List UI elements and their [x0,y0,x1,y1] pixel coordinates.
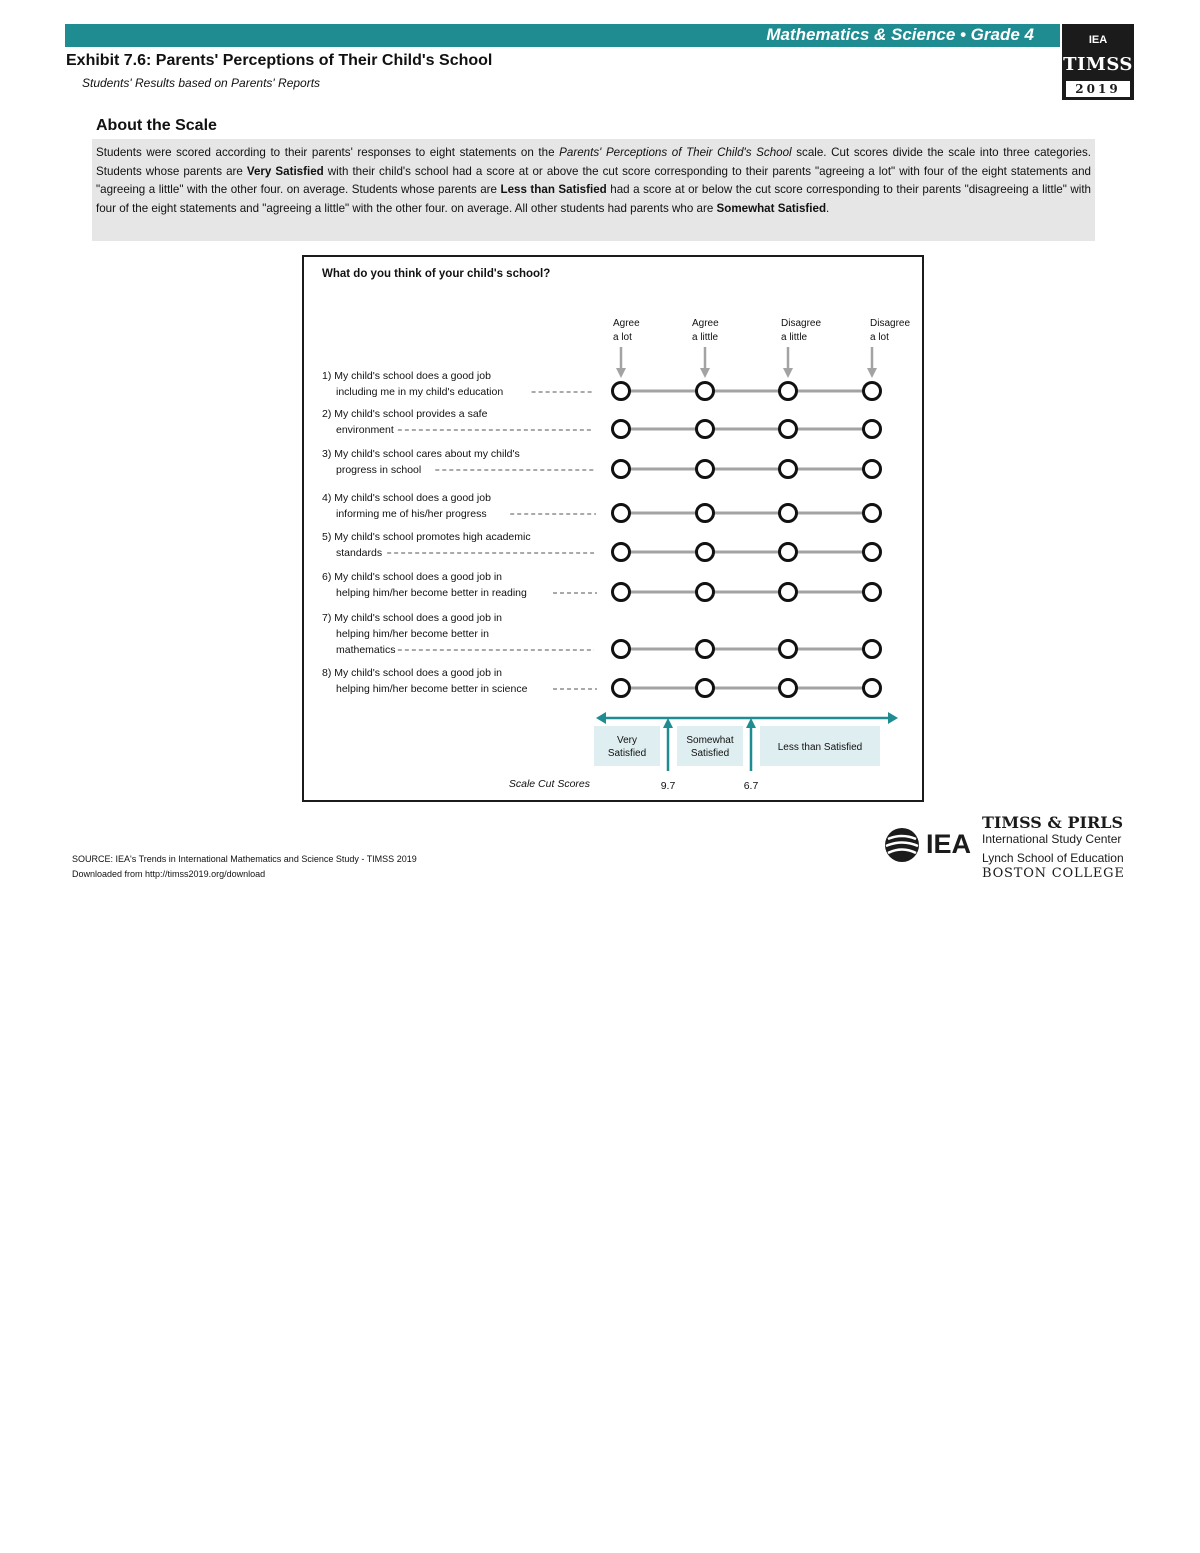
category-box-very [594,726,660,766]
statement-text-line: 1) My child's school does a good job [322,370,491,382]
download-line: Downloaded from http://timss2019.org/download [72,869,266,879]
isc-name: International Study Center [982,832,1122,846]
category-somewhat-line1: Somewhat [686,735,734,746]
response-circle [780,383,797,400]
option-arrow-head [867,368,877,378]
source-line: SOURCE: IEA's Trends in International Mathematics and Science Study - TIMSS 2019 [72,854,417,864]
statement-text-line: 8) My child's school does a good job in [322,667,503,679]
source-note [72,852,417,882]
category-very-line2: Satisfied [607,748,647,759]
statement-text-line: 5) My child's school promotes high academic [322,531,531,543]
response-circle [697,584,714,601]
isc-footer-logo [884,813,1129,885]
response-circle [864,421,881,438]
response-circle [613,641,630,658]
subject-grade-label: Mathematics & Science • Grade 4 [766,25,1034,44]
option-arrow-head [700,368,710,378]
cut-score-arrow-head [663,718,673,728]
cut-score-arrow-head [746,718,756,728]
response-circle [780,461,797,478]
response-circle [697,461,714,478]
statement-text-line: 6) My child's school does a good job in [322,571,503,583]
response-circle [697,505,714,522]
statement-text-line: helping him/her become better in reading [336,587,527,599]
option-label-line1: Disagree [781,318,822,329]
response-circle [864,680,881,697]
statement-text-line: 7) My child's school does a good job in [322,612,503,624]
response-circle [780,544,797,561]
response-circle [613,584,630,601]
statement-text-line: informing me of his/her progress [336,508,487,520]
statement-text-line: mathematics [336,644,396,656]
category-less: Less than Satisfied [500,183,607,197]
statement-text-line: 4) My child's school does a good job [322,492,491,504]
option-label-line2: a lot [870,332,889,343]
option-label-line1: Agree [692,318,719,329]
response-circle [697,383,714,400]
response-circle [864,584,881,601]
cut-score-value: 6.7 [743,780,759,792]
statement-text-line: 3) My child's school cares about my child's [322,448,520,460]
cut-score-value: 9.7 [660,780,676,792]
response-circle [697,680,714,697]
iea-wordmark: IEA [926,829,972,859]
category-very-line1: Very [616,735,638,746]
statement-text-line: environment [336,424,394,436]
response-circle [780,680,797,697]
statement-text-line: helping him/her become better in [336,628,489,640]
scale-arrow-right-head [888,712,898,724]
option-label-line2: a little [781,332,808,343]
response-circle [613,680,630,697]
response-circle [780,421,797,438]
statement-text-line: helping him/her become better in science [336,683,528,695]
category-less-label: Less than Satisfied [777,742,863,753]
header-band [65,24,1060,47]
iea-globe-icon [884,827,920,863]
scale-question: What do you think of your child's school? [322,268,551,280]
response-circle [613,383,630,400]
response-circle [697,641,714,658]
response-circle [613,505,630,522]
option-label-line1: Disagree [870,318,911,329]
college-name: BOSTON COLLEGE [982,866,1125,881]
response-circle [864,544,881,561]
option-label-line2: a little [692,332,719,343]
category-box-somewhat [677,726,743,766]
response-circle [697,421,714,438]
timss-pirls-title: TIMSS & PIRLS [982,813,1124,832]
category-somewhat-line2: Satisfied [690,748,730,759]
option-label-line2: a lot [613,332,632,343]
option-arrow-head [783,368,793,378]
response-circle [864,383,881,400]
response-circle [613,461,630,478]
option-label-line1: Agree [613,318,640,329]
logo-year-text: 2019 [1066,81,1130,97]
response-circle [780,505,797,522]
response-circle [864,641,881,658]
response-circle [780,641,797,658]
statement-text-line: 2) My child's school provides a safe [322,408,488,420]
scale-diagram [304,257,922,800]
statement-text-line: progress in school [336,464,422,476]
logo-timss-text: TIMSS [1063,54,1133,75]
cut-scores-label: Scale Cut Scores [508,778,590,790]
about-heading: About the Scale [96,117,217,134]
scale-arrow-left-head [596,712,606,724]
statement-text-line: standards [336,547,383,559]
logo-iea-text: IEA [1088,34,1108,46]
response-circle [613,544,630,561]
scale-name: Parents' Perceptions of Their Child's School [559,146,792,159]
response-circle [864,461,881,478]
response-circle [613,421,630,438]
about-paragraph: Students were scored according to their parents' responses to eight statements on the Parents' Perceptions of Their Child's School scale. Cut scores divide the scale into three categories. Students whose parents are Very Satisfied with their child's school had a score at or above the cut score corresponding to their parents "agreeing a lot" with four of the eight statements and "agreeing a little" with the other four. on average. Students whose parents are Less than Satisfied had a score at or below the cut score corresponding to their parents "disagreeing a little" with four of the eight statements and "agreeing a little" with the other four. on average. All other students had parents who are Somewhat Satisfied. [92,139,1095,241]
scale-figure [302,255,924,802]
school-name: Lynch School of Education [982,851,1124,865]
response-circle [780,584,797,601]
response-circle [864,505,881,522]
statement-text-line: including me in my child's education [336,386,504,398]
option-arrow-head [616,368,626,378]
timss-2019-logo [1062,24,1134,100]
category-very: Very Satisfied [246,164,324,178]
exhibit-subtitle: Students' Results based on Parents' Reports [82,76,321,90]
exhibit-title: Exhibit 7.6: Parents' Perceptions of Their Child's School [66,52,493,69]
response-circle [697,544,714,561]
category-somewhat: Somewhat Satisfied [716,201,827,215]
